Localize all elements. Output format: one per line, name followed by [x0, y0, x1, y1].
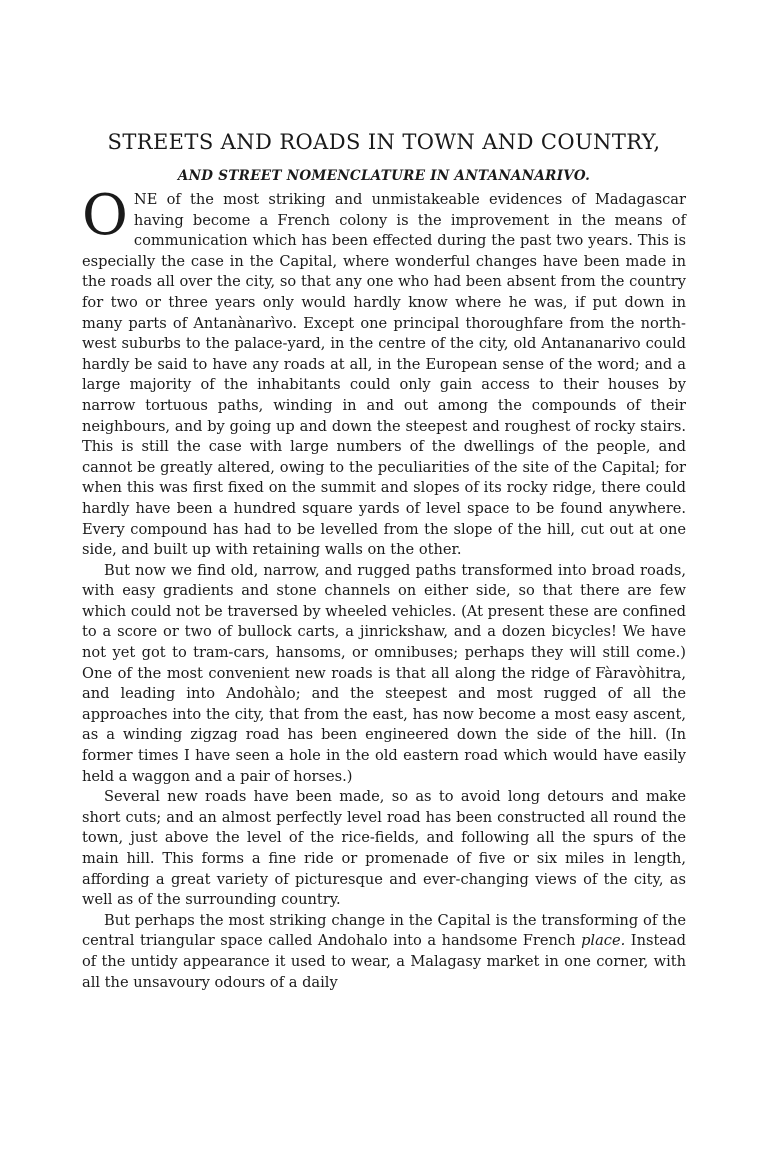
document-page	[82, 130, 686, 993]
paragraph-4	[82, 911, 686, 993]
paragraph-1	[82, 183, 686, 561]
italic-place: place.	[581, 932, 626, 950]
drop-cap: O	[82, 183, 128, 248]
paragraph-2: But now we find old, narrow, and rugged paths transformed into broad roads, with easy gradients and stone channels on either side, so that there are few which could not be traversed by wheeled vehicles. (At present these are confined to a score or two of bullock carts, a jinrickshaw, and a dozen bicycles! We have not yet got to tram-cars, hansoms, or omnibuses; perhaps they will still come.) One of the most convenient new roads is that all along the ridge of Fàravòhitra, and leading into Andohàlo; and the steepest and most rugged of all the approaches into the city, that from the east, has now become a most easy ascent, as a winding zigzag road has been engineered down the side of the hill. (In former times I have seen a hole in the old eastern road which would have easily held a waggon and a pair of horses.)	[82, 561, 686, 785]
article-title: STREETS AND ROADS IN TOWN AND COUNTRY,	[107, 130, 661, 154]
paragraph-3: Several new roads have been made, so as to avoid long detours and make short cuts; and an almost perfectly level road has been constructed all round the town, just above the level of the rice-fields, and following all the spurs of the main hill. This forms a fine ride or promenade of five or six miles in length, affording a great variety of picturesque and ever-changing views of the city, as well as of the surrounding country.	[82, 788, 686, 909]
article-subtitle: AND STREET NOMENCLATURE IN ANTANANARIVO.	[177, 168, 591, 184]
paragraph-1-text: NE of the most striking and unmistakeable evidences of Madagascar having become a French colony is the improvement in the means of communication which has been effected during the past two years. This is especially the case in the Capital, where wonderful changes have been made in the roads all over the city, so that any one who had been absent from the country for two or three years only would hardly know where he was, if put down in many parts of Antanànarìvo. Except one principal thoroughfare from the north-west suburbs to the palace-yard, in the centre of the city, old Antananarivo could hardly be said to have any roads at all, in the European sense of the word; and a large majority of the inhabitants could only gain access to their houses by narrow tortuous paths, winding in and out among the compounds of their neighbours, and by going up and down the steepest and roughest of rocky stairs. This is still the case with large numbers of the dwellings of the people, and cannot be greatly altered, owing to the peculiarities of the site of the Capital; for when this was first fixed on the summit and slopes of its rocky ridge, there could hardly have been a hundred square yards of level space to be found anywhere. Every compound has had to be levelled from the slope of the hill, cut out at one side, and built up with retaining walls on the other.	[82, 191, 686, 559]
paragraph-4-text-start: But perhaps the most striking change in the Capital is the transforming of the central triangular space called Andohalo into a handsome French	[82, 911, 686, 950]
paragraph-4-text-end: Instead of the untidy appearance it used to wear, a Malagasy market in one corner, with all the unsavoury odours of a daily	[82, 932, 686, 991]
